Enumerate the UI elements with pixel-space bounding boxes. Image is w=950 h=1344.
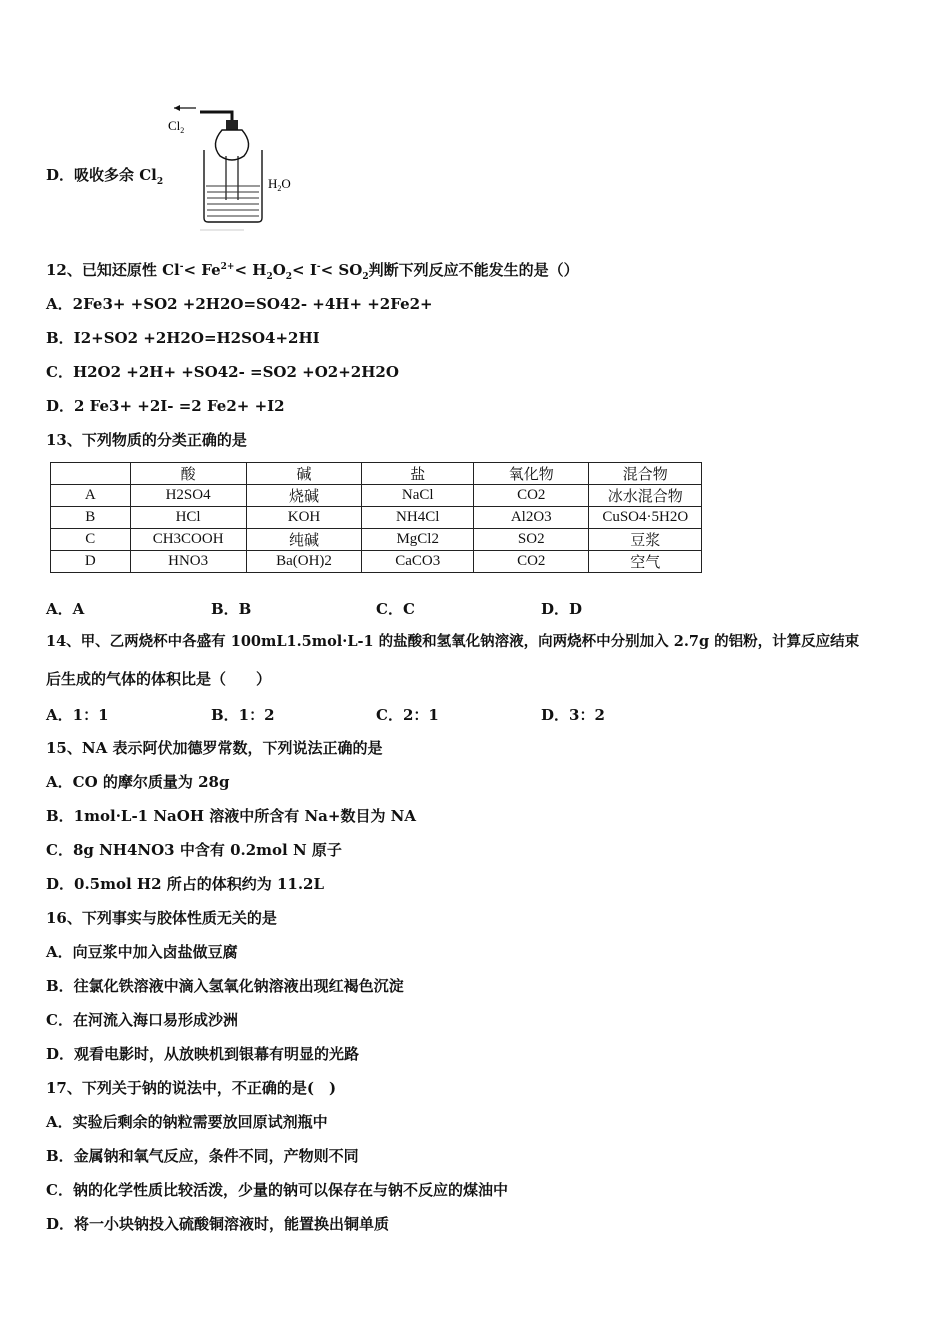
table-cell: A (51, 485, 131, 507)
q14-option-c: C．2：1 (376, 706, 439, 724)
q14-option-d: D．3：2 (541, 706, 605, 724)
fig-cl2-label: $Cl_2$ (168, 118, 185, 135)
table-cell: KOH (246, 507, 362, 529)
q16-option-d: D．观看电影时，从放映机到银幕有明显的光路 (46, 1045, 360, 1063)
fig-h2o-label: $H_2O$ (268, 176, 291, 193)
q13-option-d: D．D (541, 600, 583, 618)
table-cell: C (51, 529, 131, 551)
classification-table (50, 462, 702, 573)
q12-option-a: A．2Fe3+ +SO2 +2H2O=SO42- +4H+ +2Fe2+ (46, 295, 433, 313)
gas-absorption-apparatus-figure (160, 100, 310, 235)
q12-stem: 12、已知还原性 $Cl^-< Fe^{2+}< H_2O_2< I^-< SO_2$判断下列反应不能发生的是（） (46, 261, 579, 282)
q17-option-b: B．金属钠和氧气反应，条件不同，产物则不同 (46, 1147, 359, 1165)
table-cell: CO2 (474, 485, 589, 507)
q14-option-a: A．1：1 (46, 706, 109, 724)
table-header-cell: 氧化物 (474, 463, 589, 485)
table-cell: 豆浆 (589, 529, 702, 551)
table-cell: 冰水混合物 (589, 485, 702, 507)
q17-option-a: A．实验后剩余的钠粒需要放回原试剂瓶中 (46, 1113, 328, 1131)
table-cell: CO2 (474, 551, 589, 573)
q12-option-d: D．2 Fe3+ +2I- =2 Fe2+ +I2 (46, 397, 285, 415)
q16-stem: 16、下列事实与胶体性质无关的是 (46, 909, 277, 927)
table-row (51, 551, 702, 573)
table-cell: Ba(OH)2 (246, 551, 362, 573)
table-cell: HNO3 (130, 551, 246, 573)
table-cell: MgCl2 (362, 529, 474, 551)
table-row (51, 529, 702, 551)
table-header-cell: 碱 (246, 463, 362, 485)
table-cell: CuSO4·5H2O (589, 507, 702, 529)
q16-option-b: B．往氯化铁溶液中滴入氢氧化钠溶液出现红褐色沉淀 (46, 977, 404, 995)
q13-stem: 13、下列物质的分类正确的是 (46, 431, 247, 449)
table-cell: H2SO4 (130, 485, 246, 507)
q13-option-b: B．B (211, 600, 252, 618)
table-cell: NaCl (362, 485, 474, 507)
q15-option-b: B．1mol·L-1 NaOH 溶液中所含有 Na+数目为 NA (46, 807, 417, 825)
table-cell: 烧碱 (246, 485, 362, 507)
q11-option-d: D．吸收多余 $Cl_2$ (46, 166, 164, 187)
table-cell: D (51, 551, 131, 573)
q14-option-b: B．1：2 (211, 706, 275, 724)
q15-option-c: C．8g NH4NO3 中含有 0.2mol N 原子 (46, 841, 342, 859)
q15-stem: 15、NA 表示阿伏加德罗常数，下列说法正确的是 (46, 739, 383, 757)
q14-stem-line1: 14、甲、乙两烧杯中各盛有 100mL1.5mol·L-1 的盐酸和氢氧化钠溶液，向两烧杯中分别加入 2.7g 的铝粉，计算反应结束 (46, 633, 860, 650)
table-header-row (51, 463, 702, 485)
q13-option-a: A．A (46, 600, 85, 618)
q16-option-c: C．在河流入海口易形成沙洲 (46, 1011, 238, 1029)
table-cell: SO2 (474, 529, 589, 551)
table-cell: 空气 (589, 551, 702, 573)
q12-option-c: C．H2O2 +2H+ +SO42- =SO2 +O2+2H2O (46, 363, 399, 381)
table-header-cell: 盐 (362, 463, 474, 485)
table-header-cell: 酸 (130, 463, 246, 485)
q15-option-a: A．CO 的摩尔质量为 28g (46, 773, 230, 791)
q15-option-d: D．0.5mol H2 所占的体积约为 11.2L (46, 875, 325, 893)
q17-option-c: C．钠的化学性质比较活泼，少量的钠可以保存在与钠不反应的煤油中 (46, 1181, 508, 1199)
table-header-cell (51, 463, 131, 485)
q17-stem: 17、下列关于钠的说法中，不正确的是( ) (46, 1079, 337, 1097)
table-cell: HCl (130, 507, 246, 529)
q17-option-d: D．将一小块钠投入硫酸铜溶液时，能置换出铜单质 (46, 1215, 390, 1233)
table-cell: CaCO3 (362, 551, 474, 573)
table-cell: 纯碱 (246, 529, 362, 551)
q12-option-b: B．I2+SO2 +2H2O=H2SO4+2HI (46, 329, 320, 347)
table-cell: CH3COOH (130, 529, 246, 551)
table-cell: B (51, 507, 131, 529)
q16-option-a: A．向豆浆中加入卤盐做豆腐 (46, 943, 238, 961)
table-cell: NH4Cl (362, 507, 474, 529)
q13-option-c: C．C (376, 600, 415, 618)
q14-stem-line2: 后生成的气体的体积比是（ ） (46, 670, 272, 688)
table-row (51, 485, 702, 507)
table-cell: Al2O3 (474, 507, 589, 529)
table-header-cell: 混合物 (589, 463, 702, 485)
table-row (51, 507, 702, 529)
